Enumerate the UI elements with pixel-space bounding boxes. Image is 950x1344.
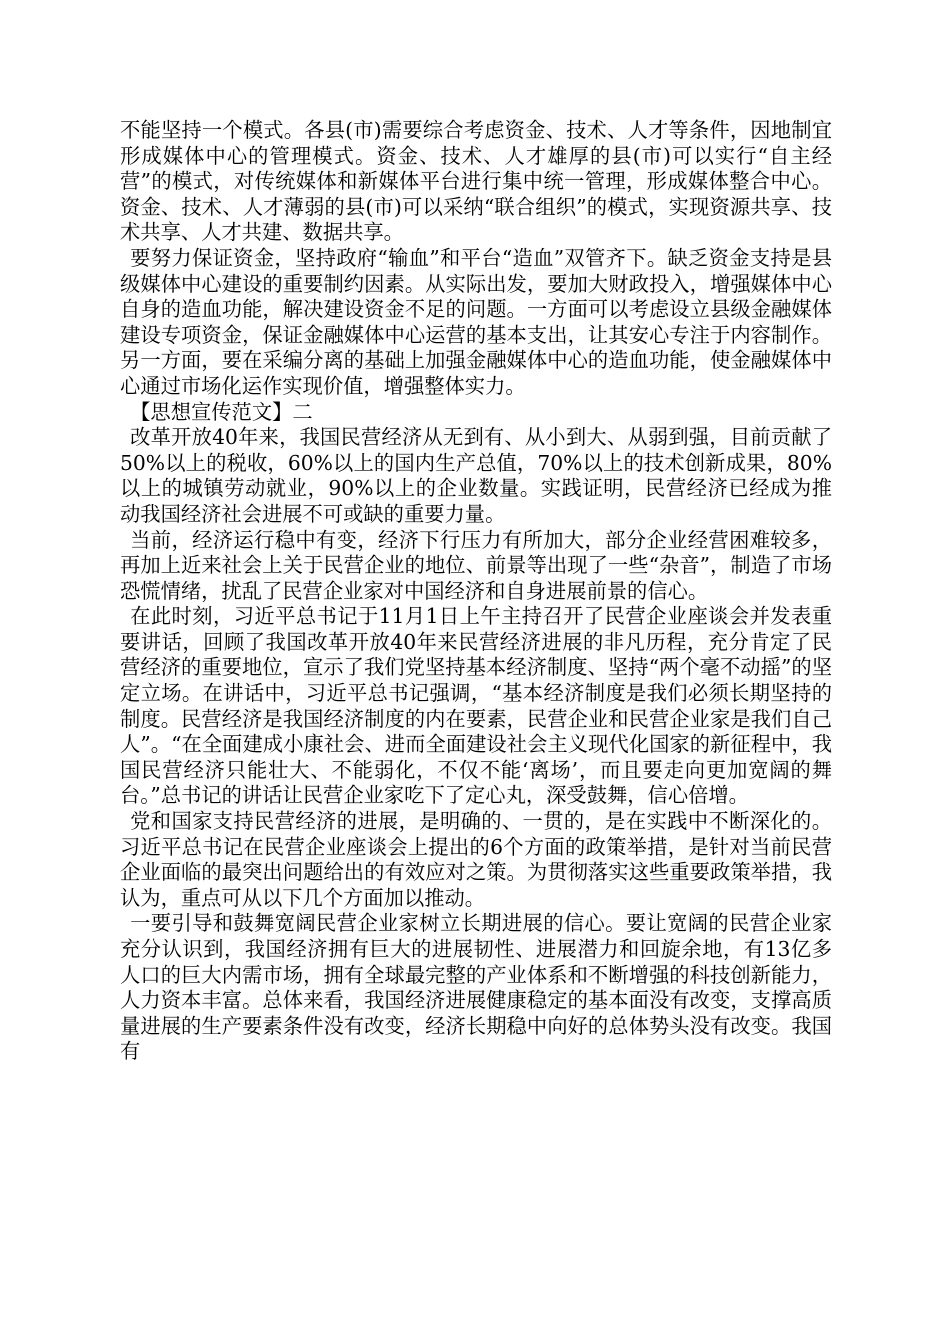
paragraph-confidence: 一要引导和鼓舞宽阔民营企业家树立长期进展的信心。要让宽阔的民营企业家充分认识到，我国经济拥有巨大的进展韧性、进展潜力和回旋余地，有13亿多人口的巨大内需市场，拥有全球最完整的产业体系和不断增强的科技创新能力，人力资本丰富。总体来看，我国经济进展健康稳定的基本面没有改变，支撑高质量进展的生产要素条件没有改变，经济长期稳中向好的总体势头没有改变。我国有: [120, 911, 832, 1064]
paragraph-funding: 要努力保证资金，坚持政府“输血”和平台“造血”双管齐下。缺乏资金支持是县级媒体中心建设的重要制约因素。从实际出发，要加大财政投入，增强媒体中心自身的造血功能，解决建设资金不足的问题。一方面可以考虑设立县级金融媒体建设专项资金，保证金融媒体中心运营的基本支出，让其安心专注于内容制作。另一方面，要在采编分离的基础上加强金融媒体中心的造血功能，使金融媒体中心通过市场化运作实现价值，增强整体实力。: [120, 245, 832, 398]
section-heading: 【思想宣传范文】二: [130, 399, 313, 424]
paragraph-symposium-speech: 在此时刻，习近平总书记于11月1日上午主持召开了民营企业座谈会并发表重要讲话，回顾了我国改革开放40年来民营经济进展的非凡历程，充分肯定了民营经济的重要地位，宣示了我们党坚持基本经济制度、坚持“两个毫不动摇”的坚定立场。在讲话中，习近平总书记强调，“基本经济制度是我们必须长期坚持的制度。民营经济是我国经济制度的内在要素，民营企业和民营企业家是我们自己人”。“在全面建成小康社会、进而全面建设社会主义现代化国家的新征程中，我国民营经济只能壮大、不能弱化，不仅不能‘离场’，而且要走向更加宽阔的舞台。”总书记的讲话让民营企业家吃下了定心丸，深受鼓舞，信心倍增。: [120, 604, 832, 808]
paragraph-current-situation: 当前，经济运行稳中有变，经济下行压力有所加大，部分企业经营困难较多，再加上近来社会上关于民营企业的地位、前景等出现了一些“杂音”，制造了市场恐慌情绪，扰乱了民营企业家对中国经济和自身进展前景的信心。: [120, 527, 832, 603]
paragraph-private-economy-contribution: 改革开放40年来，我国民营经济从无到有、从小到大、从弱到强，目前贡献了50%以上的税收，60%以上的国内生产总值，70%以上的技术创新成果，80%以上的城镇劳动就业，90%以上的企业数量。实践证明，民营经济已经成为推动我国经济社会进展不可或缺的重要力量。: [120, 425, 832, 526]
document-page: [120, 118, 832, 1065]
paragraph-media-models: 不能坚持一个模式。各县(市)需要综合考虑资金、技术、人才等条件，因地制宜形成媒体中心的管理模式。资金、技术、人才雄厚的县(市)可以实行“自主经营”的模式，对传统媒体和新媒体平台进行集中统一管理，形成媒体整合中心。资金、技术、人才薄弱的县(市)可以采纳“联合组织”的模式，实现资源共享、技术共享、人才共建、数据共享。: [120, 118, 832, 245]
paragraph-policy-support: 党和国家支持民营经济的进展，是明确的、一贯的，是在实践中不断深化的。习近平总书记在民营企业座谈会上提出的6个方面的政策举措，是针对当前民营企业面临的最突出问题给出的有效应对之策。为贯彻落实这些重要政策举措，我认为，重点可从以下几个方面加以推动。: [120, 809, 832, 910]
